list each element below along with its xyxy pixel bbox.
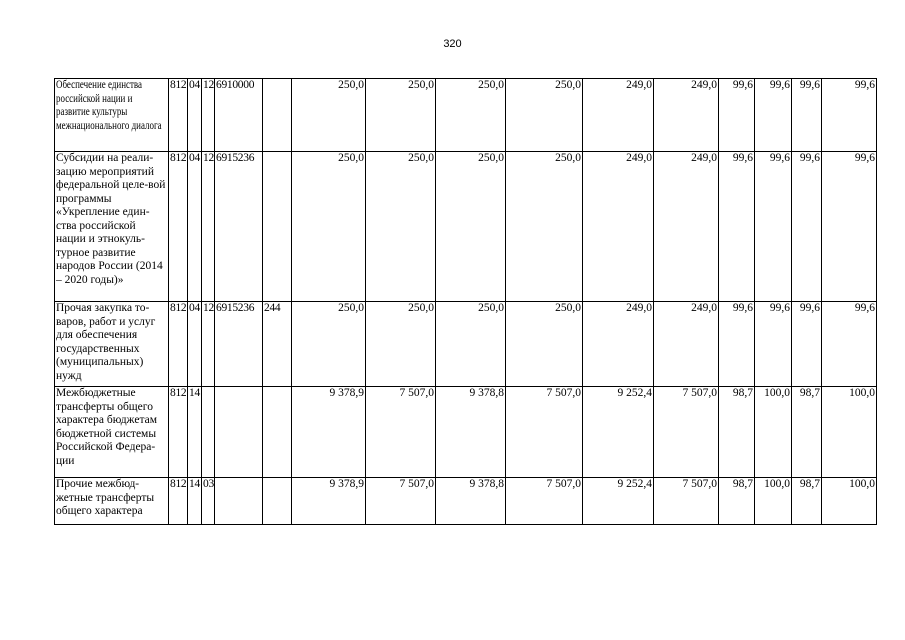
value-cell: 250,0 — [292, 79, 366, 152]
value-cell: 9 378,9 — [292, 387, 366, 478]
value-cell: 249,0 — [583, 152, 654, 302]
ministry-code-cell: 812 — [169, 478, 188, 525]
value-cell: 99,6 — [792, 79, 822, 152]
value-cell: 250,0 — [366, 152, 436, 302]
value-cell: 9 252,4 — [583, 387, 654, 478]
value-cell: 99,6 — [755, 79, 792, 152]
value-cell: 9 378,8 — [436, 478, 506, 525]
value-cell: 250,0 — [506, 152, 583, 302]
value-cell: 100,0 — [755, 478, 792, 525]
table-row — [55, 302, 877, 387]
target-article-cell: 6910000 — [215, 79, 263, 152]
value-cell: 250,0 — [436, 79, 506, 152]
expense-type-cell: 244 — [263, 302, 292, 387]
value-cell: 250,0 — [366, 79, 436, 152]
expense-type-cell — [263, 387, 292, 478]
section-code-cell: 14 — [188, 387, 202, 478]
value-cell: 7 507,0 — [506, 478, 583, 525]
value-cell: 99,6 — [822, 79, 877, 152]
value-cell: 7 507,0 — [654, 387, 719, 478]
value-cell: 7 507,0 — [366, 478, 436, 525]
row-description — [55, 387, 169, 478]
value-cell: 249,0 — [583, 302, 654, 387]
value-cell: 9 378,8 — [436, 387, 506, 478]
row-description — [55, 478, 169, 525]
value-cell: 98,7 — [719, 478, 755, 525]
value-cell: 250,0 — [366, 302, 436, 387]
expense-type-cell — [263, 152, 292, 302]
target-article-cell: 6915236 — [215, 302, 263, 387]
target-article-cell — [215, 387, 263, 478]
value-cell: 99,6 — [792, 152, 822, 302]
value-cell: 98,7 — [719, 387, 755, 478]
value-cell: 99,6 — [719, 152, 755, 302]
value-cell: 250,0 — [436, 152, 506, 302]
ministry-code-cell: 812 — [169, 79, 188, 152]
value-cell: 7 507,0 — [506, 387, 583, 478]
section-code-cell: 04 — [188, 302, 202, 387]
ministry-code-cell: 812 — [169, 387, 188, 478]
value-cell: 7 507,0 — [366, 387, 436, 478]
value-cell: 249,0 — [583, 79, 654, 152]
value-cell: 249,0 — [654, 302, 719, 387]
value-cell: 99,6 — [755, 302, 792, 387]
value-cell: 7 507,0 — [654, 478, 719, 525]
value-cell: 99,6 — [719, 302, 755, 387]
table-row — [55, 387, 877, 478]
subsection-code-cell: 12 — [202, 302, 215, 387]
row-description-text: Обеспечение единства российской нации и развитие культуры межнационального диалога — [56, 79, 162, 132]
row-description — [55, 152, 169, 302]
section-code-cell: 14 — [188, 478, 202, 525]
table-row — [55, 79, 877, 152]
value-cell: 250,0 — [506, 79, 583, 152]
budget-table — [54, 78, 877, 525]
page-number: 320 — [443, 38, 462, 50]
value-cell: 99,6 — [719, 79, 755, 152]
subsection-code-cell: 12 — [202, 79, 215, 152]
value-cell: 100,0 — [822, 478, 877, 525]
row-description — [55, 79, 169, 152]
row-description — [55, 302, 169, 387]
value-cell: 250,0 — [506, 302, 583, 387]
value-cell: 250,0 — [292, 302, 366, 387]
value-cell: 9 378,9 — [292, 478, 366, 525]
expense-type-cell — [263, 478, 292, 525]
value-cell: 98,7 — [792, 387, 822, 478]
table-row — [55, 152, 877, 302]
value-cell: 100,0 — [755, 387, 792, 478]
row-description-text: Субсидии на реали-зацию мероприятий федеральной целе-вой программы «Укрепление един-ства российской нации и этнокуль-турное развитие народов России (2014 – 2020 годы)» — [56, 152, 166, 286]
value-cell: 250,0 — [292, 152, 366, 302]
value-cell: 99,6 — [822, 302, 877, 387]
table-row — [55, 478, 877, 525]
row-description-text: Прочая закупка то-варов, работ и услуг для обеспечения государственных (муниципальных) нужд — [56, 302, 156, 382]
ministry-code-cell: 812 — [169, 302, 188, 387]
target-article-cell: 6915236 — [215, 152, 263, 302]
value-cell: 99,6 — [755, 152, 792, 302]
table-body — [55, 79, 877, 525]
value-cell: 100,0 — [822, 387, 877, 478]
subsection-code-cell: 12 — [202, 152, 215, 302]
section-code-cell: 04 — [188, 152, 202, 302]
target-article-cell — [215, 478, 263, 525]
row-description-text: Межбюджетные трансферты общего характера бюджетам бюджетной системы Российской Федера-ции — [56, 387, 158, 467]
value-cell: 99,6 — [792, 302, 822, 387]
value-cell: 250,0 — [436, 302, 506, 387]
value-cell: 98,7 — [792, 478, 822, 525]
value-cell: 9 252,4 — [583, 478, 654, 525]
value-cell: 99,6 — [822, 152, 877, 302]
subsection-code-cell — [202, 387, 215, 478]
value-cell: 249,0 — [654, 79, 719, 152]
ministry-code-cell: 812 — [169, 152, 188, 302]
subsection-code-cell: 03 — [202, 478, 215, 525]
expense-type-cell — [263, 79, 292, 152]
row-description-text: Прочие межбюд-жетные трансферты общего характера — [56, 478, 155, 517]
section-code-cell: 04 — [188, 79, 202, 152]
value-cell: 249,0 — [654, 152, 719, 302]
